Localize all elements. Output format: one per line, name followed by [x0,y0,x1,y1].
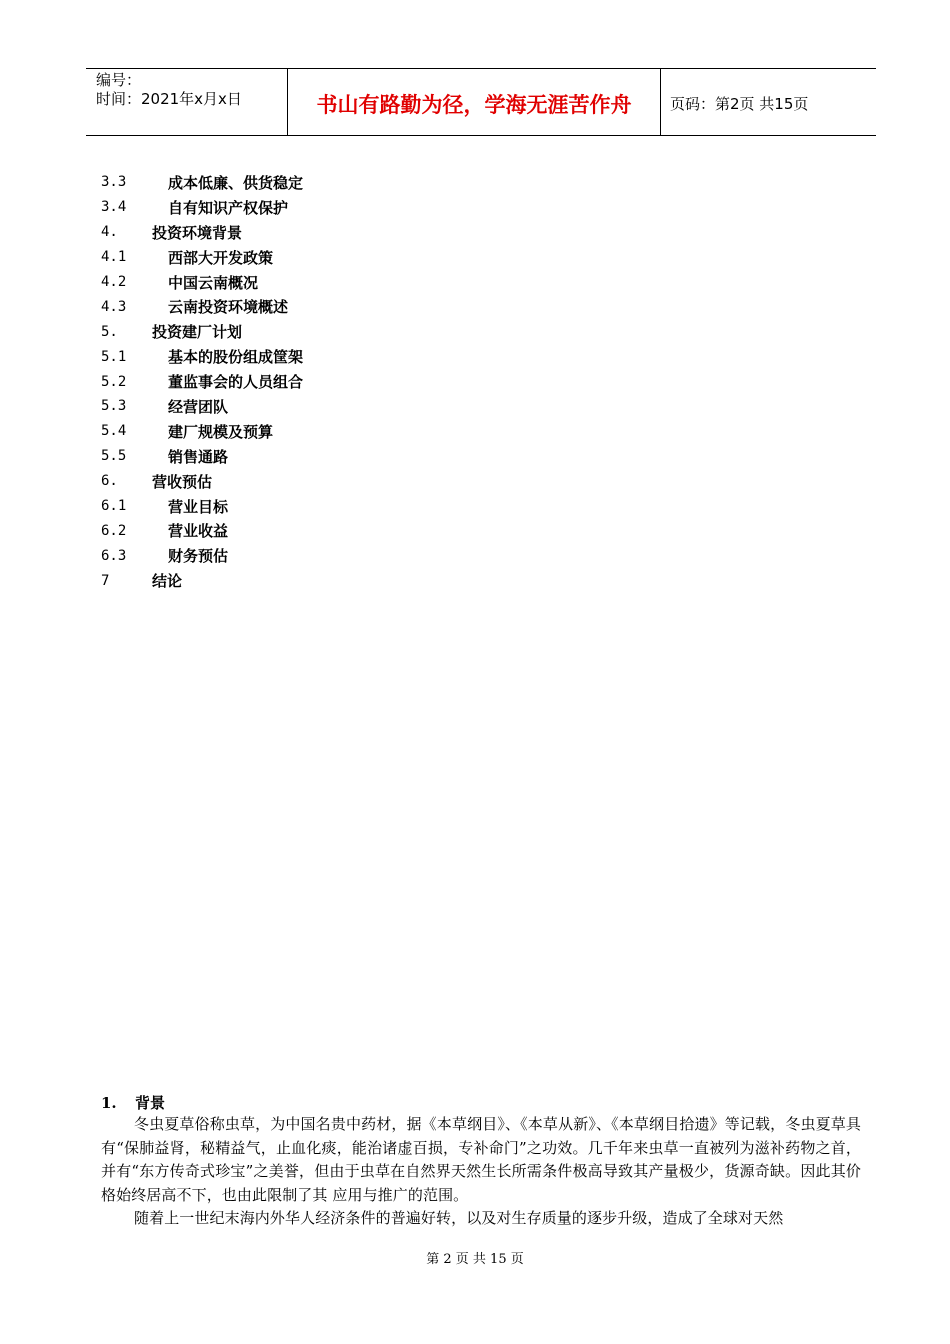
toc-entry [101,319,303,344]
toc-entry-number: 5.1 [101,348,127,365]
toc-entry [101,245,303,270]
toc-entry-title: 经营团队 [168,397,229,416]
toc-entry [101,369,303,394]
toc-entry-number: 3.4 [101,199,127,216]
toc-entry [101,220,303,245]
toc-entry-title: 结论 [152,572,183,591]
toc-entry-title: 西部大开发政策 [168,248,274,267]
serial-label: 编号： [96,71,142,89]
toc-entry [101,195,303,220]
toc-entry [101,394,303,419]
section-title [101,1093,861,1113]
paragraph: 冬虫夏草俗称虫草，为中国名贵中药材，据《本草纲目》、《本草从新》、《本草纲目拾遗》等记载，冬虫夏草具有“保肺益肾，秘精益气，止血化痰，能治诸虚百损，专补命门”之功效。几千年来虫草一直被列为滋补药物之首，并有“东方传奇式珍宝”之美誉，但由于虫草在自然界天然生长所需条件极高导致其产量极少，货源奇缺。因此其价格始终居高不下，也由此限制了其 应用与推广的范围。 [101,1115,861,1204]
toc-entry-number: 5.2 [101,373,127,390]
toc-entry-title: 中国云南概况 [168,273,259,292]
toc-entry [101,494,303,519]
toc-entry-title: 董监事会的人员组合 [168,373,304,392]
toc-entry [101,469,303,494]
toc-entry-title: 成本低廉、供货稳定 [168,173,304,192]
toc-entry-number: 3.3 [101,174,127,191]
toc-entry-title: 自有知识产权保护 [168,198,289,217]
toc-entry-title: 营收预估 [152,472,213,491]
section-title-text: 背景 [135,1094,166,1112]
page-header [86,68,876,136]
section-number: 1. [101,1094,117,1112]
toc-entry-title: 建厂规模及预算 [168,422,274,441]
toc-entry [101,444,303,469]
toc-entry [101,568,303,593]
toc-entry-number: 5.3 [101,398,127,415]
toc-entry-title: 营业收益 [168,522,229,541]
toc-entry-title: 销售通路 [168,447,229,466]
toc-entry [101,270,303,295]
toc-entry [101,294,303,319]
toc-entry-number: 4.1 [101,249,127,266]
toc-entry [101,344,303,369]
toc-entry-number: 4.2 [101,274,127,290]
toc-entry-number: 5.4 [101,423,127,440]
toc-entry-number: 7 [101,572,110,589]
toc-entry-title: 基本的股份组成筐架 [168,348,304,367]
toc-entry-number: 5. [101,323,118,340]
toc-entry [101,543,303,568]
header-page-info: 页码：第2页 共15页 [670,94,809,113]
toc-entry-title: 云南投资环境概述 [168,298,289,317]
toc-entry [101,518,303,543]
toc-entry [101,170,303,195]
toc-entry-number: 4. [101,224,118,241]
toc-entry-number: 6.3 [101,547,127,564]
toc-entry-title: 投资建厂计划 [152,323,243,342]
toc-entry-title: 营业目标 [168,497,229,516]
toc-entry-number: 5.5 [101,448,127,465]
toc-entry [101,419,303,444]
section-background [101,1093,861,1231]
toc-entry-number: 6.2 [101,522,127,539]
table-of-contents [101,170,303,593]
time-label: 时间：2021年x月x日 [96,90,242,108]
toc-entry-number: 6. [101,473,118,490]
paragraph: 随着上一世纪末海内外华人经济条件的普遍好转，以及对生存质量的逐步升级，造成了全球对天然 [134,1209,784,1228]
toc-entry-number: 4.3 [101,298,127,315]
toc-entry-title: 投资环境背景 [152,223,243,242]
header-meta [86,69,288,135]
toc-entry-number: 6.1 [101,498,127,515]
header-motto: 书山有路勤为径，学海无涯苦作舟 [288,69,661,135]
page-footer: 第 2 页 共 15 页 [426,1252,524,1267]
toc-entry-title: 财务预估 [168,547,229,566]
